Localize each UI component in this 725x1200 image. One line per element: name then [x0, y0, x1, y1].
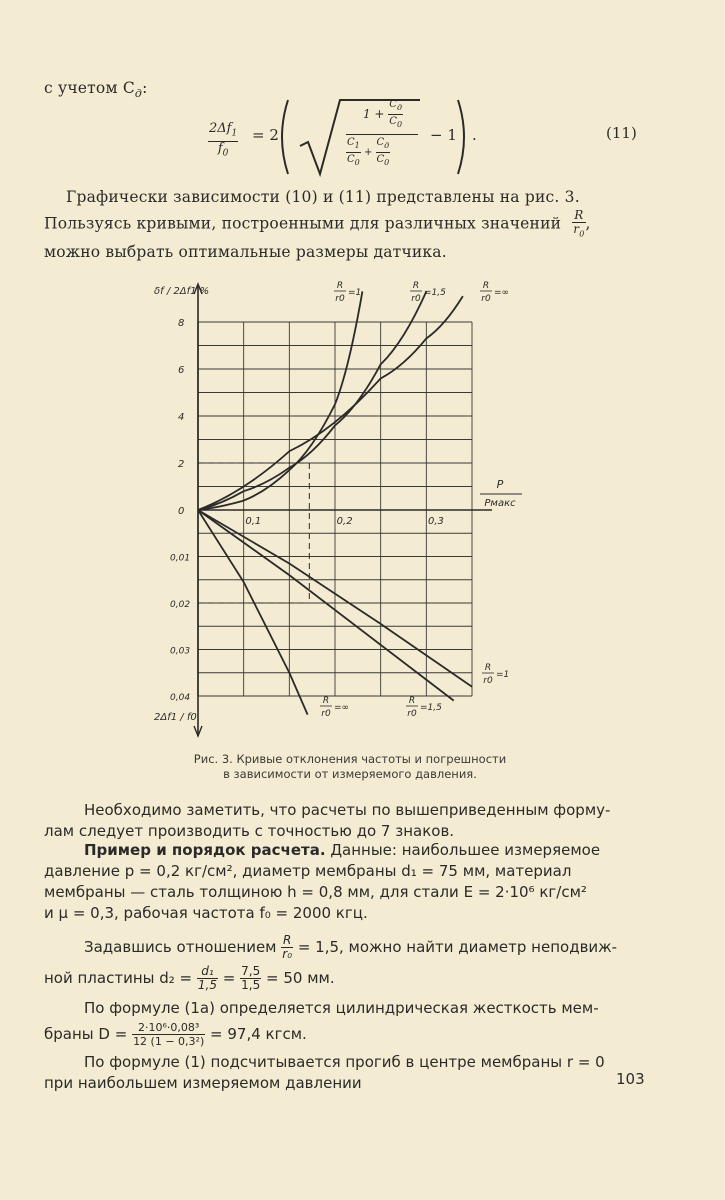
example-section [44, 840, 664, 1094]
example-line7: По формуле (1а) определяется цилиндрическая жесткость мем- [84, 999, 599, 1017]
curve-label-lower-num: R [408, 696, 416, 706]
curve-upper [198, 291, 426, 510]
intro-colon: : [142, 79, 148, 97]
formula-inner-num: 1 + $\frac{C_д}{C_0}$ [362, 99, 403, 129]
example-line9: По формуле (1) подсчитывается прогиб в центре мембраны r = 0 [84, 1053, 605, 1071]
x-tick-label: 0,1 [245, 516, 262, 527]
x-tick-label: 0,2 [336, 516, 353, 527]
curve-label-upper-val: =∞ [494, 288, 510, 298]
curve-label-upper-den: r0 [335, 294, 345, 304]
formula-period: . [472, 126, 477, 144]
y-tick-label-upper: 0 [178, 506, 185, 517]
para1-line2: Пользуясь кривыми, построенными для различных значений $\frac{R}{r_0}$ , [44, 208, 591, 239]
example-line8: браны D = $\frac{\text{2·10⁶·0,08³}}{\text{12 (1 − 0,3²)}}$ = 97,4 кгсм. [44, 1021, 307, 1048]
curve-lower [198, 510, 454, 701]
paragraph-1 [44, 185, 644, 264]
formula-lhs: $\frac{2\Delta f_1}{f_0}$ [209, 121, 238, 159]
curve-lower [198, 510, 308, 715]
para1-line1: Графически зависимости (10) и (11) представлены на рис. 3. [66, 188, 580, 206]
y-tick-label-upper: 2 [178, 459, 185, 470]
x-axis-label-num: P [496, 478, 504, 491]
y-tick-label-upper: 4 [178, 412, 185, 423]
y-tick-label-lower: 0,01 [170, 553, 191, 564]
figure-caption [150, 752, 550, 782]
para2-line1: Необходимо заметить, что расчеты по вышеприведенным форму- [84, 801, 611, 819]
formula-minus-one: − 1 [430, 126, 457, 144]
y-tick-label-lower: 0,02 [170, 600, 191, 610]
example-line2: давление p = 0,2 кг/см², диаметр мембраны d₁ = 75 мм, материал [44, 862, 572, 880]
example-line1: Пример и порядок расчета. Данные: наибольшее измеряемое [84, 841, 601, 859]
formula-eq: = 2 [252, 126, 279, 144]
y-tick-label-lower: 0,04 [170, 693, 191, 703]
example-line3: мембраны — сталь толщиною h = 0,8 мм, для стали E = 2·10⁶ кг/см² [44, 883, 587, 901]
example-line4: и μ = 0,3, рабочая частота f₀ = 2000 кгц. [44, 904, 368, 922]
page-number: 103 [616, 1070, 645, 1088]
formula-number: (11) [606, 124, 637, 142]
intro-line [44, 76, 148, 106]
x-tick-label: 0,3 [428, 516, 444, 527]
curve-upper [198, 296, 463, 510]
para2-line2: лам следует производить с точностью до 7 знаков. [44, 822, 455, 840]
formula-right-paren [454, 96, 474, 178]
paragraph-2 [44, 800, 664, 842]
y-axis-bottom-label: 2Δf1 / f0 [154, 712, 197, 723]
curve-label-upper-den: r0 [481, 294, 491, 304]
intro-subscript: д [134, 87, 143, 101]
curve-label-lower-den: r0 [407, 709, 417, 719]
curve-label-upper-val: =1,5 [424, 288, 446, 298]
curve-label-lower-val: =1,5 [420, 703, 442, 713]
curve-label-upper-num: R [412, 281, 420, 291]
curve-label-lower-val: =1 [496, 670, 510, 680]
curve-label-lower-val: =∞ [334, 703, 350, 713]
curve-label-lower-den: r0 [321, 709, 331, 719]
curve-label-upper-den: r0 [411, 294, 421, 304]
example-line5: Задавшись отношением $\frac{R}{\text{r₀}}$ = 1,5, можно найти диаметр неподвиж- [84, 933, 618, 961]
curve-label-upper-num: R [336, 281, 344, 291]
caption-line1: Рис. 3. Кривые отклонения частоты и погрешности [193, 752, 507, 766]
caption-line2: в зависимости от измеряемого давления. [223, 767, 477, 781]
formula-11 [208, 96, 648, 176]
curve-label-upper-num: R [482, 281, 490, 291]
y-tick-label-upper: 6 [178, 365, 185, 376]
y-tick-label-lower: 0,03 [170, 646, 191, 657]
para1-line3: можно выбрать оптимальные размеры датчика. [44, 243, 447, 262]
formula-inner-den: $\frac{C_1}{C_0}$ + $\frac{C_д}{C_0}$ [347, 137, 390, 167]
y-tick-label-upper: 8 [178, 318, 185, 329]
y-axis-top-label: δf / 2Δf1 % [154, 286, 210, 297]
curve-label-lower-num: R [322, 696, 330, 706]
curve-label-lower-den: r0 [483, 676, 493, 686]
example-line10: при наибольшем измеряемом давлении [44, 1074, 362, 1092]
figure-3-chart [150, 278, 550, 738]
x-axis-label-den: Pмакс [484, 498, 516, 509]
curve-label-lower-num: R [484, 663, 492, 673]
curve-label-upper-val: =1 [348, 288, 362, 298]
example-heading: Пример и порядок расчета. [84, 841, 326, 859]
intro-text: с учетом C [44, 79, 135, 97]
curve-upper [198, 291, 362, 510]
example-line6: ной пластины d₂ = $\frac{\text{d₁}}{1,5}$ = $\frac{7,5}{1,5}$ = 50 мм. [44, 964, 335, 992]
formula-inner-bar [346, 134, 418, 135]
